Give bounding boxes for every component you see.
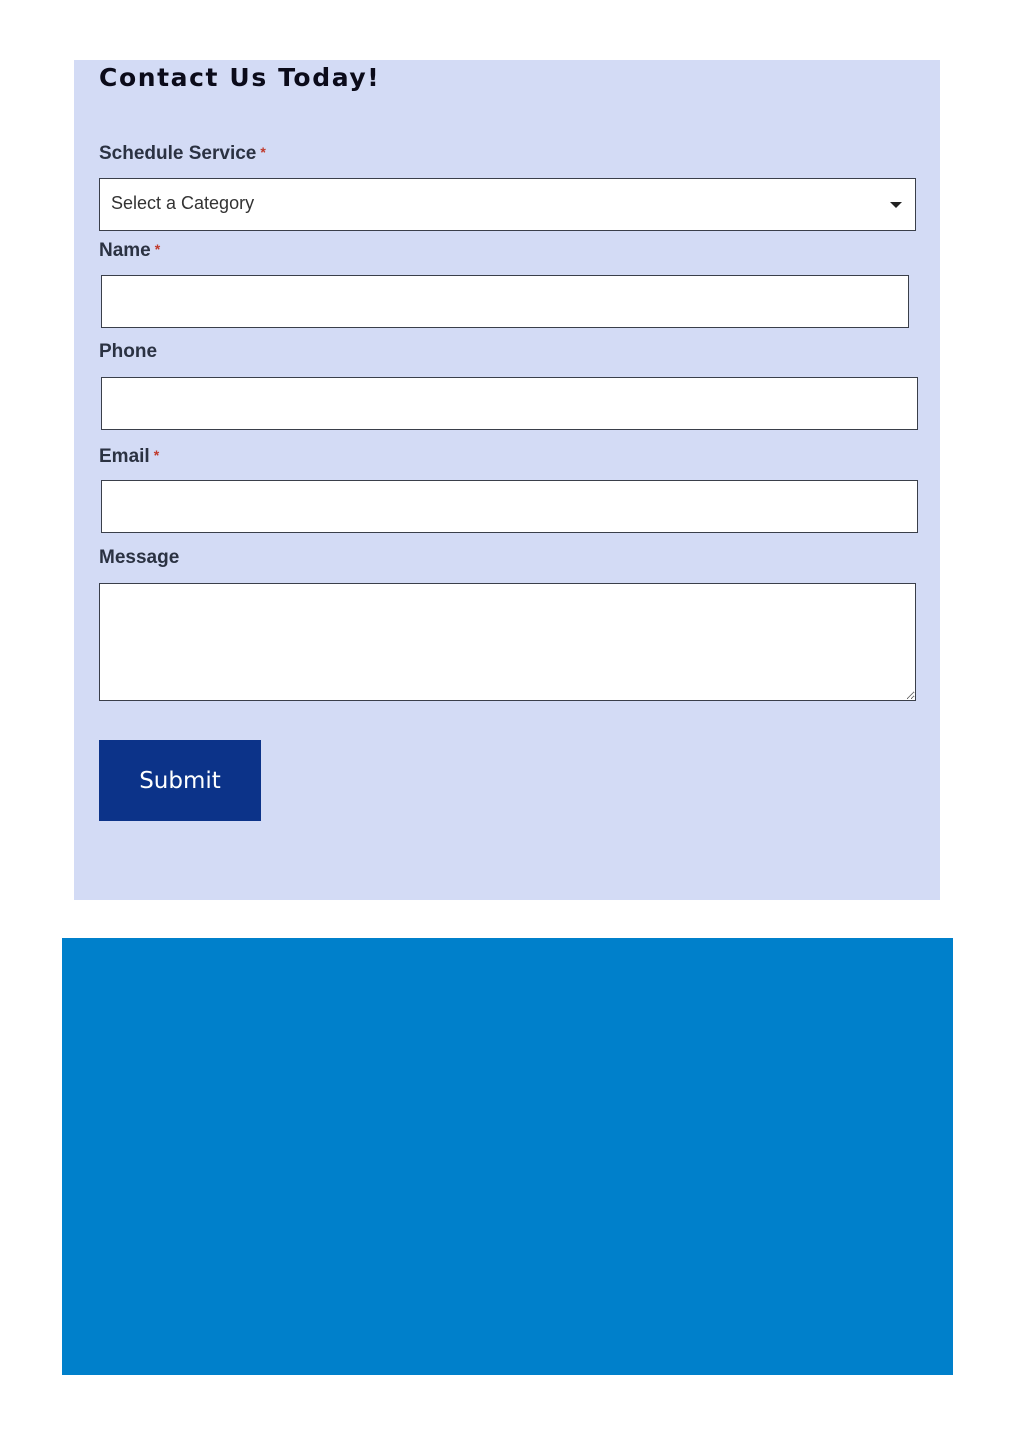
phone-label: Phone [99,341,158,362]
schedule-service-selected-value: Select a Category [111,193,255,213]
name-label-text: Name [99,240,151,261]
name-label [99,237,160,263]
schedule-service-label-text: Schedule Service [99,143,257,164]
message-textarea[interactable] [99,583,916,701]
schedule-service-select[interactable] [99,178,916,231]
chevron-down-icon [890,202,902,208]
footer-band [62,938,953,1375]
schedule-service-label [99,140,266,166]
email-label [99,443,159,469]
phone-input[interactable] [101,377,918,430]
required-marker: * [153,447,160,463]
required-marker: * [260,144,266,160]
submit-button[interactable]: Submit [99,740,261,821]
email-label-text: Email [99,446,150,467]
page-title: Contact Us Today! [99,63,381,92]
email-input[interactable] [101,480,918,533]
message-label: Message [99,547,180,568]
name-input[interactable] [101,275,909,328]
required-marker: * [154,241,161,257]
